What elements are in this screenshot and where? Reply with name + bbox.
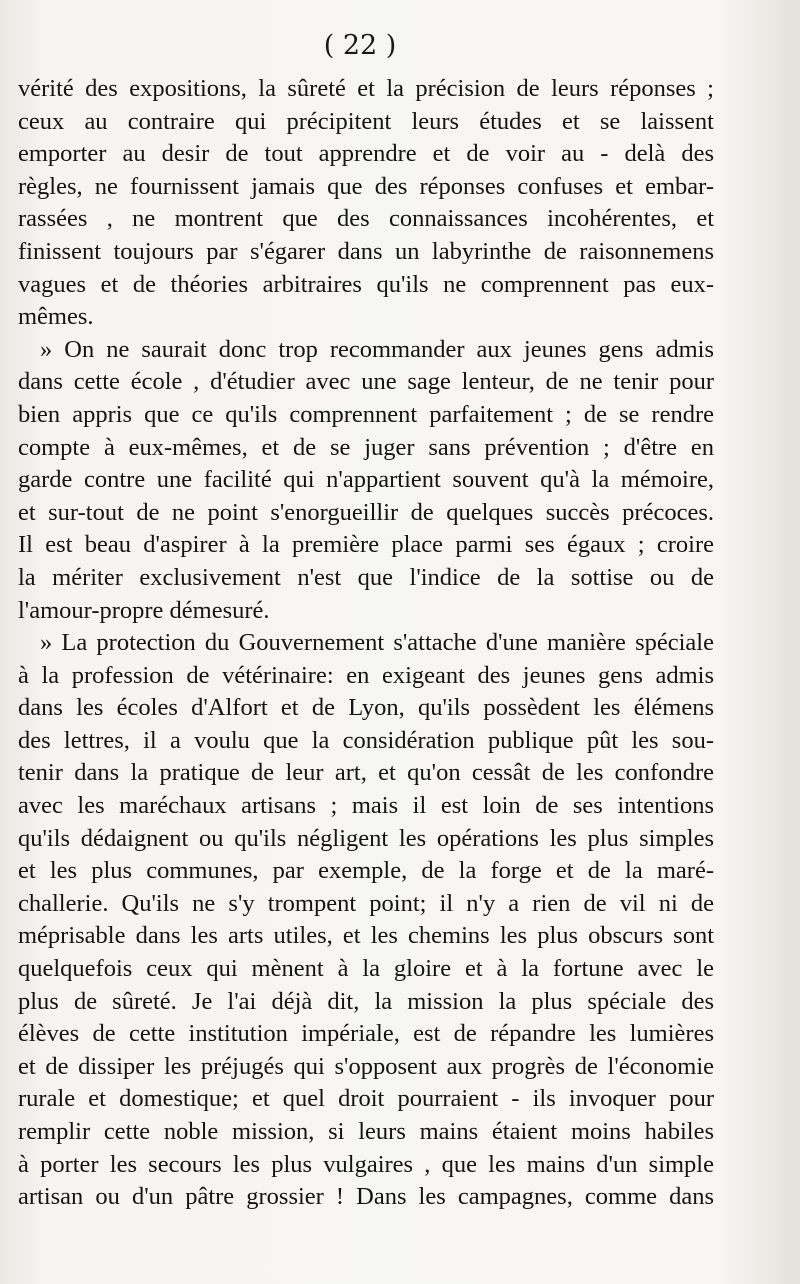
text-line: et de dissiper les préjugés qui s'opposent aux progrès de l'économie [18,1052,714,1080]
text-line: et sur-tout de ne point s'enorgueillir de quelques succès précoces. [18,498,714,526]
text-line: vagues et de théories arbitraires qu'ils ne comprennent pas eux- [18,270,714,298]
text-line: emporter au desir de tout apprendre et de voir au - delà des [18,140,714,168]
page-number: ( 22 ) [323,30,397,61]
text-line: élèves de cette institution impériale, est de répandre les lumières [18,1020,714,1048]
text-line: avec les maréchaux artisans ; mais il est loin de ses intentions [18,792,714,820]
text-line: quelquefois ceux qui mènent à la gloire et à la fortune avec le [18,955,714,983]
text-line: challerie. Qu'ils ne s'y trompent point; il n'y a rien de vil ni de [18,889,714,917]
text-line: à la profession de vétérinaire: en exigeant des jeunes gens admis [18,661,714,689]
text-line: rassées , ne montrent que des connaissances incohérentes, et [18,205,714,233]
text-line: dans les écoles d'Alfort et de Lyon, qu'ils possèdent les élémens [18,694,714,722]
text-line: » On ne saurait donc trop recommander aux jeunes gens admis [40,335,714,363]
text-line: rurale et domestique; et quel droit pourraient - ils invoquer pour [18,1085,714,1113]
text-line: à porter les secours les plus vulgaires , que les mains d'un simple [18,1150,714,1178]
text-line: des lettres, il a voulu que la considération publique pût les sou- [18,726,714,754]
text-line: la mériter exclusivement n'est que l'indice de la sottise ou de [18,563,714,591]
paragraph [18,73,714,334]
text-line: remplir cette noble mission, si leurs mains étaient moins habiles [18,1118,714,1145]
text-line: finissent toujours par s'égarer dans un labyrinthe de raisonnemens [18,237,714,265]
text-line: bien appris que ce qu'ils comprennent parfaitement ; de se rendre [18,400,714,428]
text-line: Il est beau d'aspirer à la première place parmi ses égaux ; croire [18,531,714,559]
text-line: ceux au contraire qui précipitent leurs études et se laissent [18,107,714,135]
text-line: vérité des expositions, la sûreté et la précision de leurs réponses ; [18,75,714,102]
text-line: mêmes. [18,303,94,331]
text-line: dans cette école , d'étudier avec une sage lenteur, de ne tenir pour [18,368,714,396]
text-line: tenir dans la pratique de leur art, et qu'on cessât de les confondre [18,759,714,787]
text-line: qu'ils dédaignent ou qu'ils négligent les opérations les plus simples [18,824,714,852]
text-line: artisan ou d'un pâtre grossier ! Dans les campagnes, comme dans [18,1183,714,1211]
text-line: garde contre une facilité qui n'appartient souvent qu'à la mémoire, [18,466,714,494]
text-line: et les plus communes, par exemple, de la forge et de la maré- [18,857,714,885]
text-line: méprisable dans les arts utiles, et les chemins les plus obscurs sont [18,922,714,950]
paragraph [18,334,714,627]
paragraph [18,627,714,1214]
text-line: plus de sûreté. Je l'ai déjà dit, la mission la plus spéciale des [18,987,714,1015]
text-line: l'amour-propre démesuré. [18,596,270,624]
text-line: » La protection du Gouvernement s'attache d'une manière spéciale [40,629,714,657]
body-text [18,73,714,1214]
text-line: règles, ne fournissent jamais que des réponses confuses et embar- [18,172,714,200]
text-line: compte à eux-mêmes, et de se juger sans prévention ; d'être en [18,433,714,461]
